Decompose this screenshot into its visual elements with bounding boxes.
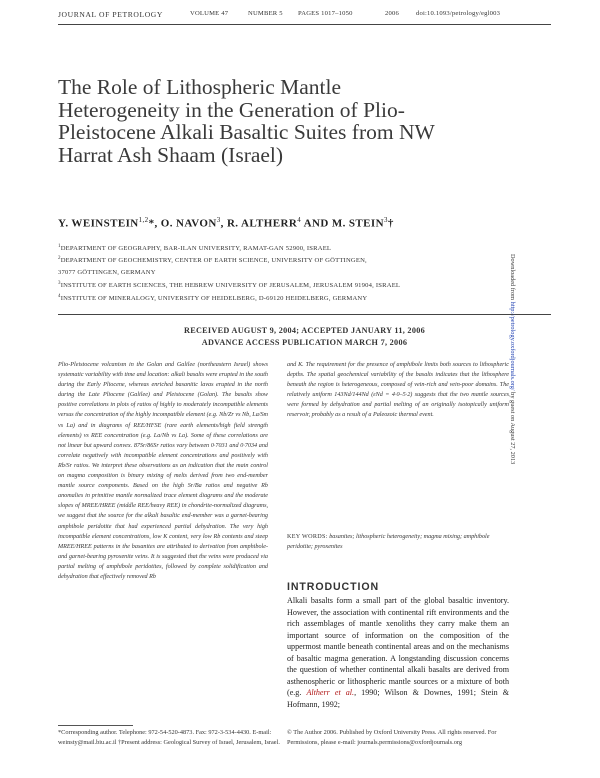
download-suffix: by guest on August 27, 2013 <box>509 390 516 465</box>
header-rule <box>58 24 551 25</box>
copyright-notice: © The Author 2006. Published by Oxford University Press. All rights reserved. For Permissions, please e-mail: journals.permissions@oxfordjournals.org <box>287 729 497 746</box>
advance-access-date: ADVANCE ACCESS PUBLICATION MARCH 7, 2006 <box>201 338 408 347</box>
volume-label: VOLUME 47 <box>190 10 229 17</box>
keywords-label: KEY WORDS: <box>287 534 328 540</box>
author-name: O. NAVON <box>160 217 217 230</box>
author-name: R. ALTHERR <box>226 217 298 230</box>
article-title <box>58 76 498 166</box>
author-list <box>58 216 394 230</box>
affiliation-text: 37077 GÖTTINGEN, GERMANY <box>58 269 156 277</box>
affiliation-mark: 4 <box>58 294 61 299</box>
number-label: NUMBER 5 <box>248 10 283 17</box>
journal-name: JOURNAL OF PETROLOGY <box>58 10 163 19</box>
received-accepted-dates: RECEIVED AUGUST 9, 2004; ACCEPTED JANUARY 11, 2006 <box>183 326 426 335</box>
author-mark: † <box>387 217 394 230</box>
download-link[interactable]: http://petrology.oxfordjournals.org/ <box>509 301 516 391</box>
author-name: M. STEIN <box>331 217 384 230</box>
affiliation-text: INSTITUTE OF EARTH SCIENCES, THE HEBREW UNIVERSITY OF JERUSALEM, JERUSALEM 91904, ISRAEL <box>60 282 401 290</box>
affiliation-mark: 2 <box>58 256 61 261</box>
affiliation-mark: 3 <box>58 281 61 286</box>
introduction-heading: INTRODUCTION <box>287 581 380 593</box>
keywords-text: basanites; lithospheric heterogeneity; magma mixing; amphibole peridotite; pyroxenites <box>287 534 490 550</box>
affiliation-text: DEPARTMENT OF GEOCHEMISTRY, CENTER OF EARTH SCIENCE, UNIVERSITY OF GÖTTINGEN, <box>60 257 367 265</box>
abstract-right-column: and K. The requirement for the presence of amphibole limits both sources to lithospheric depths. The spatial geochemical variability of the basalts indicates that the lithosphere beneath the region is heterogeneous, composed of vein-rich and vein-poor domains. The relatively uniform 143Nd/144Nd (εNd = 4·0–5·2) suggests that the two mantle sources were formed by dehydration and partial melting of an originally isotopically uniform reservoir, probably as a result of a Paleozoic thermal event. <box>287 362 509 419</box>
affiliation <box>58 268 498 276</box>
year-label: 2006 <box>385 10 399 17</box>
author-affiliation-mark: 3 <box>216 216 221 224</box>
title-line: The Role of Lithospheric Mantle <box>58 75 342 99</box>
title-line: Heterogeneity in the Generation of Plio- <box>58 97 405 122</box>
doi-label: doi:10.1093/petrology/egl003 <box>416 10 501 17</box>
affiliation-text: INSTITUTE OF MINERALOGY, UNIVERSITY OF HEIDELBERG, D-69120 HEIDELBERG, GERMANY <box>60 295 368 303</box>
author-separator: , <box>220 217 227 230</box>
download-notice <box>506 254 516 474</box>
running-header <box>58 10 548 22</box>
section-rule <box>58 314 551 315</box>
author-affiliation-mark: 1,2 <box>138 216 149 224</box>
affiliation <box>58 281 498 289</box>
author-mark: *, <box>148 217 161 230</box>
author-affiliation-mark: 3 <box>383 216 388 224</box>
author-name: Y. WEINSTEIN <box>58 217 139 230</box>
affiliation <box>58 244 498 252</box>
title-line: Pleistocene Alkali Basaltic Suites from NW <box>58 120 435 144</box>
author-affiliation-mark: 4 <box>297 216 302 224</box>
introduction-body <box>287 595 509 710</box>
author-separator: AND <box>301 217 332 230</box>
footnote-rule <box>58 725 133 726</box>
title-line: Harrat Ash Shaam (Israel) <box>58 142 284 167</box>
affiliation <box>58 256 498 264</box>
introduction-text: Alkali basalts form a small part of the global basaltic inventory. However, the association with continental rift environments and the rich assemblages of mantle xenoliths they carry make them an important source of information on the composition of the uppermost mantle beneath continental areas and on the mechanisms of basaltic magma generation. A longstanding discussion concerns the question of whether continental alkali basalts are derived from asthenospheric or lithospheric mantle sources or a mixture of both (e.g. <box>287 596 509 697</box>
pages-label: PAGES 1017–1050 <box>298 10 353 17</box>
keywords <box>287 532 509 552</box>
corresponding-author-footnote: *Corresponding author. Telephone: 972-54-520-4873. Fax: 972-3-534-4430. E-mail: weinsty@mail.biu.ac.il †Present address: Geological Survey of Israel, Jerusalem, Israel. <box>58 729 280 746</box>
citation-link[interactable]: Altherr et al. <box>306 688 355 697</box>
abstract-left-column: Plio-Pleistocene volcanism in the Golan and Galilee (northeastern Israel) shows systematic variability with time and location: alkali basalts were erupted in the south during the Early Pliocene, whereas enriched basanitic lavas erupted in the north during the Late Pliocene (Galilee) and Pleistocene (Golan). The basalts show positive correlations in plots of ratios of highly to moderately incompatible elements versus the concentration of the highly incompatible element (e.g. Nb/Zr vs Nb, La/Sm vs La) and in diagrams of REE/HFSE (rare earth elements/high field strength elements) vs REE concentration (e.g. La/Nb vs La). Some of these correlations are not linear but upward convex. 87Sr/86Sr ratios vary between 0·7031 and 0·7034 and correlate negatively with incompatible element concentrations and positively with Rb/Sr ratios. We interpret these observations as an indication that the main control on magma composition is binary mixing of melts derived from two end-member mantle source components. Based on the high Sr/Ba ratios and negative Rb anomalies in primitive mantle normalized trace element diagrams and the moderate slopes of MREE/HREE (middle REE/heavy REE) in chondrite-normalized diagrams, we suggest that the source for the alkali basaltic end-member was a garnet-bearing amphibole peridotite that had experienced partial dehydration. The very high incompatible element concentrations, low K content, very low Rb contents and steep MREE/HREE patterns in the basanites are attributed to derivation from amphibole- and garnet-bearing pyroxenite veins. It is suggested that the veins were produced via partial melting of amphibole peridotites, followed by complete solidification and dehydration that effectively removed Rb <box>58 362 268 580</box>
introduction-citations: , 1990; Wilson & Downes, 1991; Stein & Hofmann, 1992; <box>287 688 510 709</box>
affiliation <box>58 294 498 302</box>
affiliation-text: DEPARTMENT OF GEOGRAPHY, BAR-ILAN UNIVERSITY, RAMAT-GAN 52900, ISRAEL <box>60 245 332 253</box>
affiliation-mark: 1 <box>58 244 61 249</box>
download-prefix: Downloaded from <box>509 254 516 302</box>
